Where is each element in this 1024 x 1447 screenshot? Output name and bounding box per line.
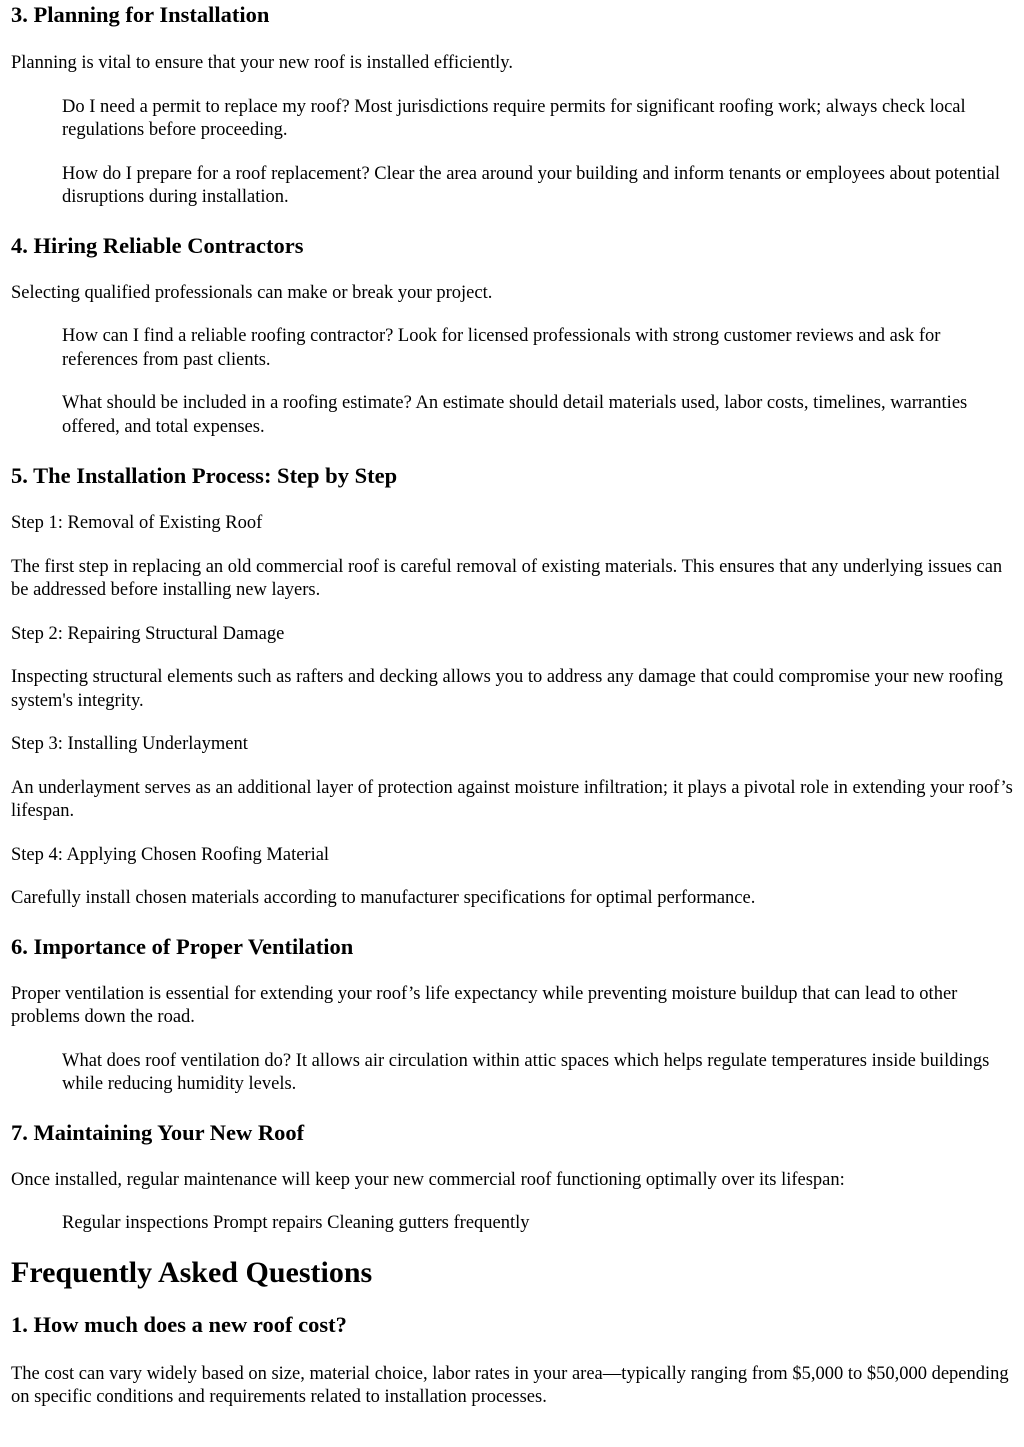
list-item: What does roof ventilation do? It allows air circulation within attic spaces which helps regulate temperatures inside buildings while reducing humidity levels. — [62, 1050, 990, 1094]
faq-answer: The cost can vary widely based on size, material choice, labor rates in your area—typically ranging from $5,000 to $50,000 depending on specific conditions and requirements related to installation processes. — [11, 1363, 1009, 1407]
step-title: Step 3: Installing Underlayment — [11, 734, 248, 754]
section-intro-ventilation: Proper ventilation is essential for extending your roof’s life expectancy while preventing moisture buildup that can lead to other problems down the road. — [11, 983, 958, 1027]
section-heading-planning: 3. Planning for Installation — [11, 2, 270, 27]
step-title: Step 4: Applying Chosen Roofing Material — [11, 844, 330, 865]
list-item: Do I need a permit to replace my roof? Most jurisdictions require permits for significant roofing work; always check local regulations before proceeding. — [62, 96, 966, 140]
list-item: How do I prepare for a roof replacement? Clear the area around your building and inform tenants or employees about potential disruptions during installation. — [62, 163, 1001, 207]
step-text: Carefully install chosen materials according to manufacturer specifications for optimal performance. — [11, 888, 756, 908]
section-heading-process: 5. The Installation Process: Step by Step — [11, 463, 398, 488]
section-heading-ventilation: 6. Importance of Proper Ventilation — [11, 933, 354, 959]
step-text: Inspecting structural elements such as rafters and decking allows you to address any damage that could compromise your new roofing system's integrity. — [11, 667, 1004, 711]
faq-question: 1. How much does a new roof cost? — [11, 1311, 347, 1337]
step-title: Step 1: Removal of Existing Roof — [11, 513, 263, 533]
list-item: How can I find a reliable roofing contractor? Look for licensed professionals with strong customer reviews and ask for references from past clients. — [62, 326, 941, 370]
list-item: What should be included in a roofing estimate? An estimate should detail materials used, labor costs, timelines, warranties offered, and total expenses. — [62, 393, 968, 437]
section-heading-contractors: 4. Hiring Reliable Contractors — [11, 232, 304, 258]
step-text: The first step in replacing an old commercial roof is careful removal of existing materials. This ensures that any underlying issues can be addressed before installing new layers. — [11, 556, 1003, 600]
step-text: An underlayment serves as an additional layer of protection against moisture infiltration; it plays a pivotal role in extending your roof’s lifespan. — [11, 777, 1013, 821]
section-heading-maintaining: 7. Maintaining Your New Roof — [11, 1119, 305, 1145]
section-intro-planning: Planning is vital to ensure that your new roof is installed efficiently. — [11, 53, 513, 73]
article — [0, 1, 1024, 1410]
section-intro-maintaining: Once installed, regular maintenance will keep your new commercial roof functioning optimally over its lifespan: — [11, 1169, 845, 1190]
faq-heading: Frequently Asked Questions — [11, 1255, 373, 1289]
section-intro-contractors: Selecting qualified professionals can make or break your project. — [11, 282, 493, 303]
list-item: Regular inspections Prompt repairs Cleaning gutters frequently — [62, 1213, 530, 1233]
step-title: Step 2: Repairing Structural Damage — [11, 623, 285, 644]
